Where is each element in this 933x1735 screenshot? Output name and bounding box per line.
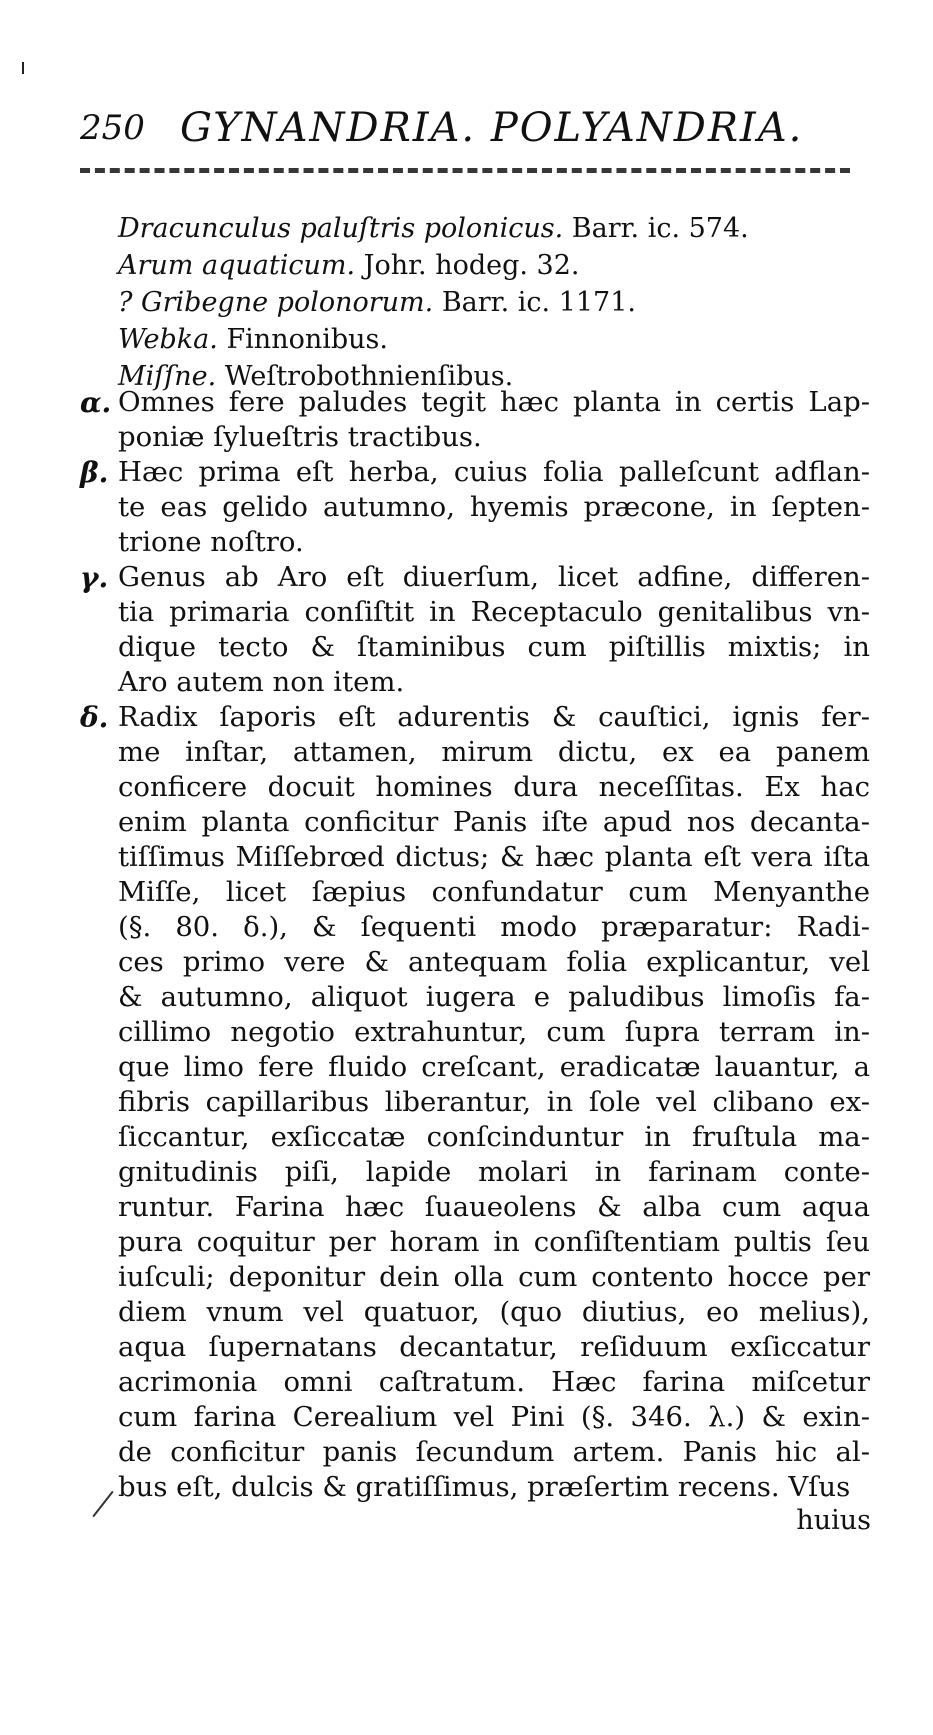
synonym-name: ? Gribegne polonorum.	[118, 287, 434, 318]
text-line: bus eſt, dulcis & gratiſſimus, præſertim recens. Vſus	[118, 1471, 851, 1503]
synonym-reference: Barr. ic. 574.	[563, 213, 749, 244]
text-line: pura coquitur per horam in conſiſtentiam pultis ſeu	[118, 1226, 870, 1258]
synonym-name: Dracunculus paluſtris polonicus.	[118, 213, 564, 244]
text-line: te eas gelido autumno, hyemis præcone, in ſepten-	[118, 491, 870, 523]
synonym-reference: Weſtrobothnienſibus.	[216, 361, 514, 392]
running-head: GYNANDRIA. POLYANDRIA.	[180, 105, 804, 151]
text-line: Radix ſaporis eſt adurentis & cauſtici, ignis fer-	[118, 701, 870, 733]
text-line: cum farina Cerealium vel Pini (§. 346. λ.) & exin-	[118, 1401, 870, 1433]
note-text	[118, 385, 870, 455]
synonym-reference: Johr. hodeg. 32.	[355, 250, 580, 281]
synonym-entry	[118, 247, 878, 284]
text-line: diem vnum vel quatuor, (quo diutius, eo melius),	[118, 1296, 870, 1328]
note-marker: α.	[80, 386, 112, 419]
text-line: cillimo negotio extrahuntur, cum ſupra terram in-	[118, 1016, 870, 1048]
note-paragraph	[80, 560, 870, 700]
header-rule	[80, 168, 850, 173]
synonym-name: Miſſne.	[118, 361, 217, 392]
text-line: aqua ſupernatans decantatur, reſiduum exſiccatur	[118, 1331, 870, 1363]
text-line: tia primaria conſiſtit in Receptaculo genitalibus vn-	[118, 596, 870, 628]
synonym-entry	[118, 210, 878, 247]
note-text	[118, 455, 870, 560]
text-line: acrimonia omni caſtratum. Hæc farina miſcetur	[118, 1366, 870, 1398]
page-number: 250	[80, 108, 145, 148]
text-line: trione noſtro.	[118, 526, 304, 558]
text-line: ces primo vere & antequam folia explicantur, vel	[118, 946, 870, 978]
text-line: fibris capillaribus liberantur, in ſole vel clibano ex-	[118, 1086, 870, 1118]
text-line: Hæc prima eſt herba, cuius folia palleſcunt adflan-	[118, 456, 870, 488]
text-line: (§. 80. δ.), & ſequenti modo præparatur: Radi-	[118, 911, 870, 943]
text-line: poniæ ſylueſtris tractibus.	[118, 421, 482, 453]
text-line: conficere docuit homines dura neceſſitas. Ex hac	[118, 771, 870, 803]
note-text	[118, 560, 870, 700]
synonym-entry	[118, 284, 878, 321]
note-marker: γ.	[80, 561, 109, 594]
note-text	[118, 700, 870, 1505]
text-line: Genus ab Aro eſt diuerſum, licet adfine, differen-	[118, 561, 870, 593]
note-paragraph	[80, 455, 870, 560]
synonym-name: Arum aquaticum.	[118, 250, 356, 281]
note-paragraph	[80, 700, 870, 1505]
text-line: & autumno, aliquot iugera e paludibus limoſis fa-	[118, 981, 870, 1013]
text-line: enim planta conficitur Panis iſte apud nos decanta-	[118, 806, 870, 838]
synonym-reference: Barr. ic. 1171.	[433, 287, 636, 318]
text-line: ſiccantur, exſiccatæ conſcinduntur in fruſtula ma-	[118, 1121, 870, 1153]
note-list	[80, 385, 870, 1505]
synonym-list	[118, 210, 878, 395]
text-line: que limo fere fluido creſcant, eradicatæ lauantur, a	[118, 1051, 870, 1083]
catchword: huius	[796, 1505, 871, 1536]
text-line: runtur. Farina hæc ſuaueolens & alba cum aqua	[118, 1191, 870, 1223]
text-line: de conficitur panis ſecundum artem. Panis hic al-	[118, 1436, 870, 1468]
text-line: Aro autem non item.	[118, 666, 405, 698]
text-line: Miſſe, licet ſæpius confundatur cum Menyanthe	[118, 876, 870, 908]
note-marker: δ.	[80, 701, 109, 734]
text-line: tiſſimus Miſſebrœd dictus; & hæc planta eſt vera iſta	[118, 841, 870, 873]
note-marker: β.	[80, 456, 109, 489]
text-line: iuſculi; deponitur dein olla cum contento hocce per	[118, 1261, 870, 1293]
synonym-name: Webka.	[118, 324, 218, 355]
margin-mark	[22, 62, 24, 74]
text-line: dique tecto & ſtaminibus cum piſtillis mixtis; in	[118, 631, 870, 663]
text-line: gnitudinis piſi, lapide molari in farinam conte-	[118, 1156, 870, 1188]
synonym-reference: Finnonibus.	[217, 324, 388, 355]
text-line: me inſtar, attamen, mirum dictu, ex ea panem	[118, 736, 870, 768]
note-paragraph	[80, 385, 870, 455]
text-line: Omnes fere paludes tegit hæc planta in certis Lap-	[118, 386, 870, 418]
synonym-entry	[118, 321, 878, 358]
